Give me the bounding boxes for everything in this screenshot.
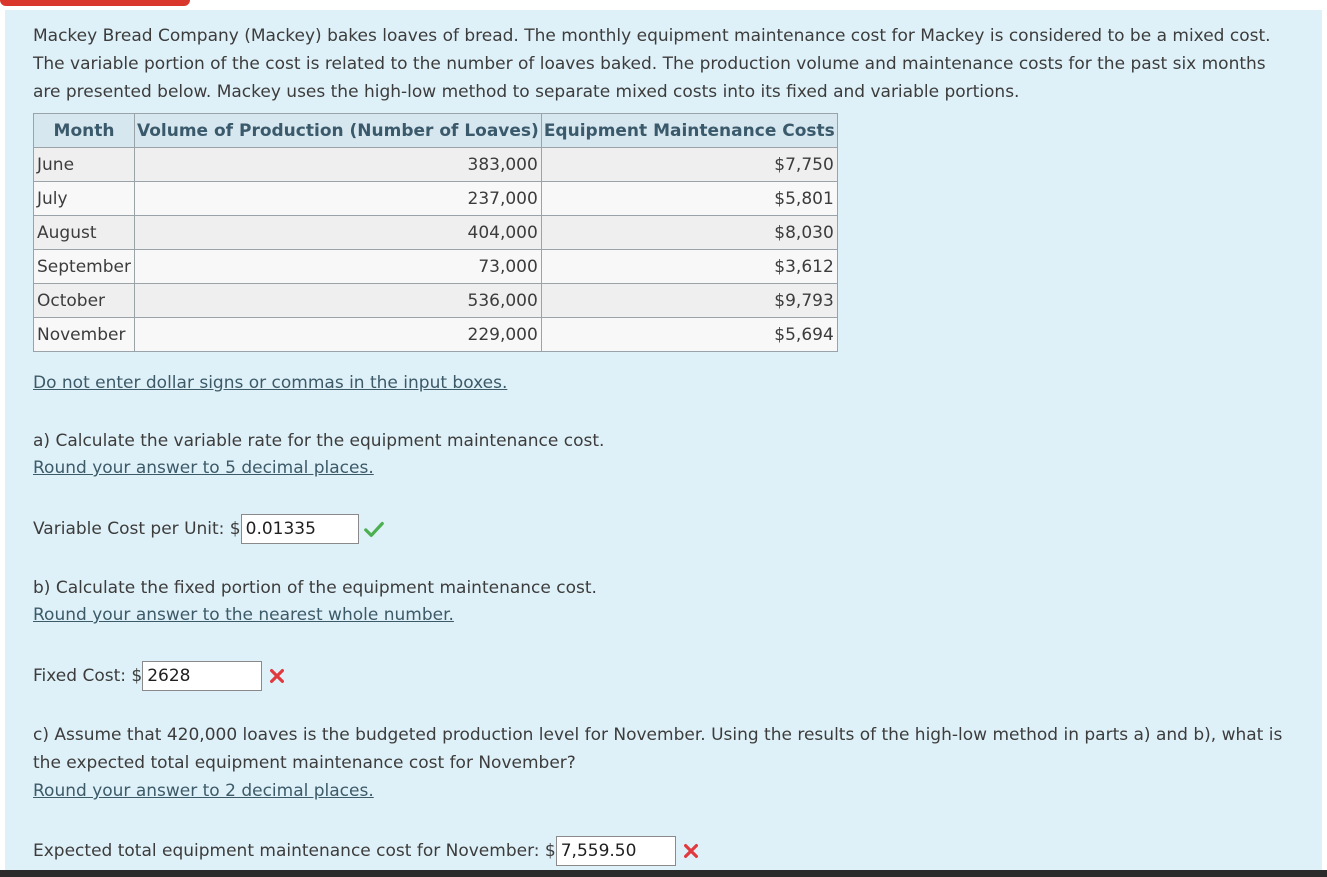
row-volume: 536,000 (135, 284, 542, 318)
row-month: November (34, 318, 135, 352)
row-cost: $7,750 (541, 148, 837, 182)
part-c-rounding: Round your answer to 2 decimal places. (33, 781, 374, 801)
part-c-question: c) Assume that 420,000 loaves is the budgeted production level for November. Using the results of the high-low method in parts a) and b), what is the expected total equipment maintenance cost for November? (33, 725, 1283, 773)
table-header-row (34, 114, 838, 148)
row-cost: $5,694 (541, 318, 837, 352)
table-row (34, 148, 838, 182)
variable-cost-input[interactable] (241, 514, 359, 544)
instructions-text: Do not enter dollar signs or commas in the input boxes. (33, 373, 508, 393)
row-volume: 237,000 (135, 182, 542, 216)
table-row (34, 250, 838, 284)
part-b-question: b) Calculate the fixed portion of the equipment maintenance cost. (33, 578, 597, 598)
row-month: June (34, 148, 135, 182)
row-month: August (34, 216, 135, 250)
row-month: October (34, 284, 135, 318)
header-volume: Volume of Production (Number of Loaves) (135, 114, 542, 148)
part-c-label: Expected total equipment maintenance cost for November: $ (33, 841, 556, 861)
intro-paragraph: Mackey Bread Company (Mackey) bakes loaves of bread. The monthly equipment maintenance cost for Mackey is considered to be a mixed cost. The variable portion of the cost is related to the number of loaves baked. The production volume and maintenance costs for the past six months are presented below. Mackey uses the high-low method to separate mixed costs into its fixed and variable portions. (33, 26, 1271, 102)
cross-icon (682, 842, 700, 860)
expected-cost-input[interactable] (556, 836, 676, 866)
header-month: Month (34, 114, 135, 148)
table-row (34, 318, 838, 352)
row-volume: 73,000 (135, 250, 542, 284)
row-cost: $5,801 (541, 182, 837, 216)
logo-fragment (0, 0, 190, 6)
part-a-rounding: Round your answer to 5 decimal places. (33, 458, 374, 478)
part-a-question: a) Calculate the variable rate for the equipment maintenance cost. (33, 431, 605, 451)
part-b-rounding: Round your answer to the nearest whole number. (33, 605, 454, 625)
cross-icon (268, 667, 286, 685)
row-month: September (34, 250, 135, 284)
check-icon (363, 518, 385, 540)
table-row (34, 216, 838, 250)
part-a-answer-row (33, 512, 385, 546)
table-row (34, 284, 838, 318)
row-cost: $3,612 (541, 250, 837, 284)
top-banner (0, 0, 1327, 10)
row-volume: 383,000 (135, 148, 542, 182)
data-table (33, 113, 838, 352)
part-b-label: Fixed Cost: $ (33, 666, 143, 686)
question-panel (5, 10, 1322, 870)
table-row (34, 182, 838, 216)
row-month: July (34, 182, 135, 216)
part-c-answer-row (33, 834, 700, 868)
row-cost: $9,793 (541, 284, 837, 318)
row-cost: $8,030 (541, 216, 837, 250)
row-volume: 229,000 (135, 318, 542, 352)
header-cost: Equipment Maintenance Costs (541, 114, 837, 148)
row-volume: 404,000 (135, 216, 542, 250)
part-b-answer-row (33, 659, 286, 693)
part-a-label: Variable Cost per Unit: $ (33, 519, 241, 539)
bottom-bar (0, 870, 1327, 877)
fixed-cost-input[interactable] (142, 661, 262, 691)
